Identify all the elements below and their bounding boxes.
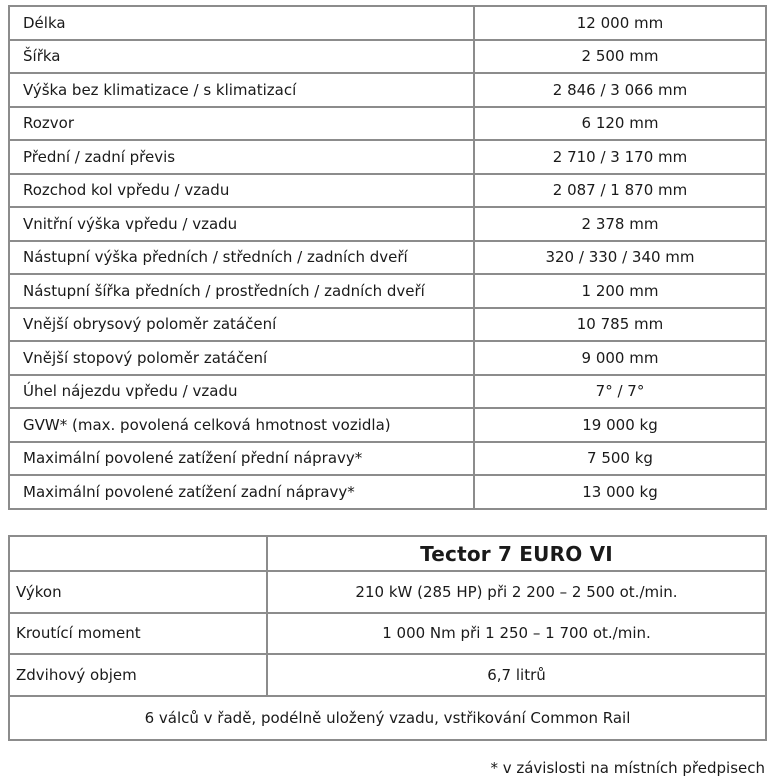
table-row: [9, 6, 766, 40]
table-row: [9, 375, 766, 409]
empty-header-cell: [9, 536, 267, 571]
row-label: Šířka: [9, 40, 474, 74]
row-label: Nástupní výška předních / středních / zadních dveří: [9, 241, 474, 275]
row-value: 1 200 mm: [474, 274, 766, 308]
row-value: 320 / 330 / 340 mm: [474, 241, 766, 275]
table-row: [9, 408, 766, 442]
row-label: Maximální povolené zatížení přední nápravy*: [9, 442, 474, 476]
table-row: [9, 613, 766, 655]
table-row: [9, 174, 766, 208]
row-value: 210 kW (285 HP) při 2 200 – 2 500 ot./min.: [267, 571, 766, 613]
row-value: 6 120 mm: [474, 107, 766, 141]
row-label: Kroutící moment: [9, 613, 267, 655]
table-row: [9, 107, 766, 141]
engine-title: Tector 7 EURO VI: [267, 536, 766, 571]
row-value: 19 000 kg: [474, 408, 766, 442]
table-row: [9, 654, 766, 696]
row-value: 6,7 litrů: [267, 654, 766, 696]
table-row: [9, 571, 766, 613]
row-label: Délka: [9, 6, 474, 40]
row-value: 10 785 mm: [474, 308, 766, 342]
row-label: Vnější stopový poloměr zatáčení: [9, 341, 474, 375]
row-value: 2 500 mm: [474, 40, 766, 74]
row-label: Výkon: [9, 571, 267, 613]
table-row: [9, 73, 766, 107]
table-row: [9, 475, 766, 509]
row-label: Nástupní šířka předních / prostředních / zadních dveří: [9, 274, 474, 308]
row-label: Vnější obrysový poloměr zatáčení: [9, 308, 474, 342]
row-label: Rozvor: [9, 107, 474, 141]
engine-header-row: [9, 536, 766, 571]
row-value: 2 087 / 1 870 mm: [474, 174, 766, 208]
table-row: [9, 341, 766, 375]
row-value: 7° / 7°: [474, 375, 766, 409]
dimensions-table: [8, 5, 767, 510]
row-value: 2 846 / 3 066 mm: [474, 73, 766, 107]
table-row: [9, 207, 766, 241]
engine-note: 6 válců v řadě, podélně uložený vzadu, vstřikování Common Rail: [9, 696, 766, 740]
table-row: [9, 442, 766, 476]
row-label: Zdvihový objem: [9, 654, 267, 696]
table-row: [9, 308, 766, 342]
table-row: [9, 40, 766, 74]
row-value: 1 000 Nm při 1 250 – 1 700 ot./min.: [267, 613, 766, 655]
row-label: Vnitřní výška vpředu / vzadu: [9, 207, 474, 241]
engine-note-row: [9, 696, 766, 740]
row-label: Výška bez klimatizace / s klimatizací: [9, 73, 474, 107]
footnote: * v závislosti na místních předpisech: [490, 759, 765, 777]
row-label: Úhel nájezdu vpředu / vzadu: [9, 375, 474, 409]
row-value: 2 710 / 3 170 mm: [474, 140, 766, 174]
table-row: [9, 241, 766, 275]
table-row: [9, 140, 766, 174]
row-label: Maximální povolené zatížení zadní nápravy*: [9, 475, 474, 509]
row-label: Přední / zadní převis: [9, 140, 474, 174]
row-label: GVW* (max. povolená celková hmotnost vozidla): [9, 408, 474, 442]
row-value: 7 500 kg: [474, 442, 766, 476]
table-row: [9, 274, 766, 308]
row-value: 12 000 mm: [474, 6, 766, 40]
row-value: 9 000 mm: [474, 341, 766, 375]
row-value: 2 378 mm: [474, 207, 766, 241]
row-value: 13 000 kg: [474, 475, 766, 509]
row-label: Rozchod kol vpředu / vzadu: [9, 174, 474, 208]
engine-table: [8, 535, 767, 741]
